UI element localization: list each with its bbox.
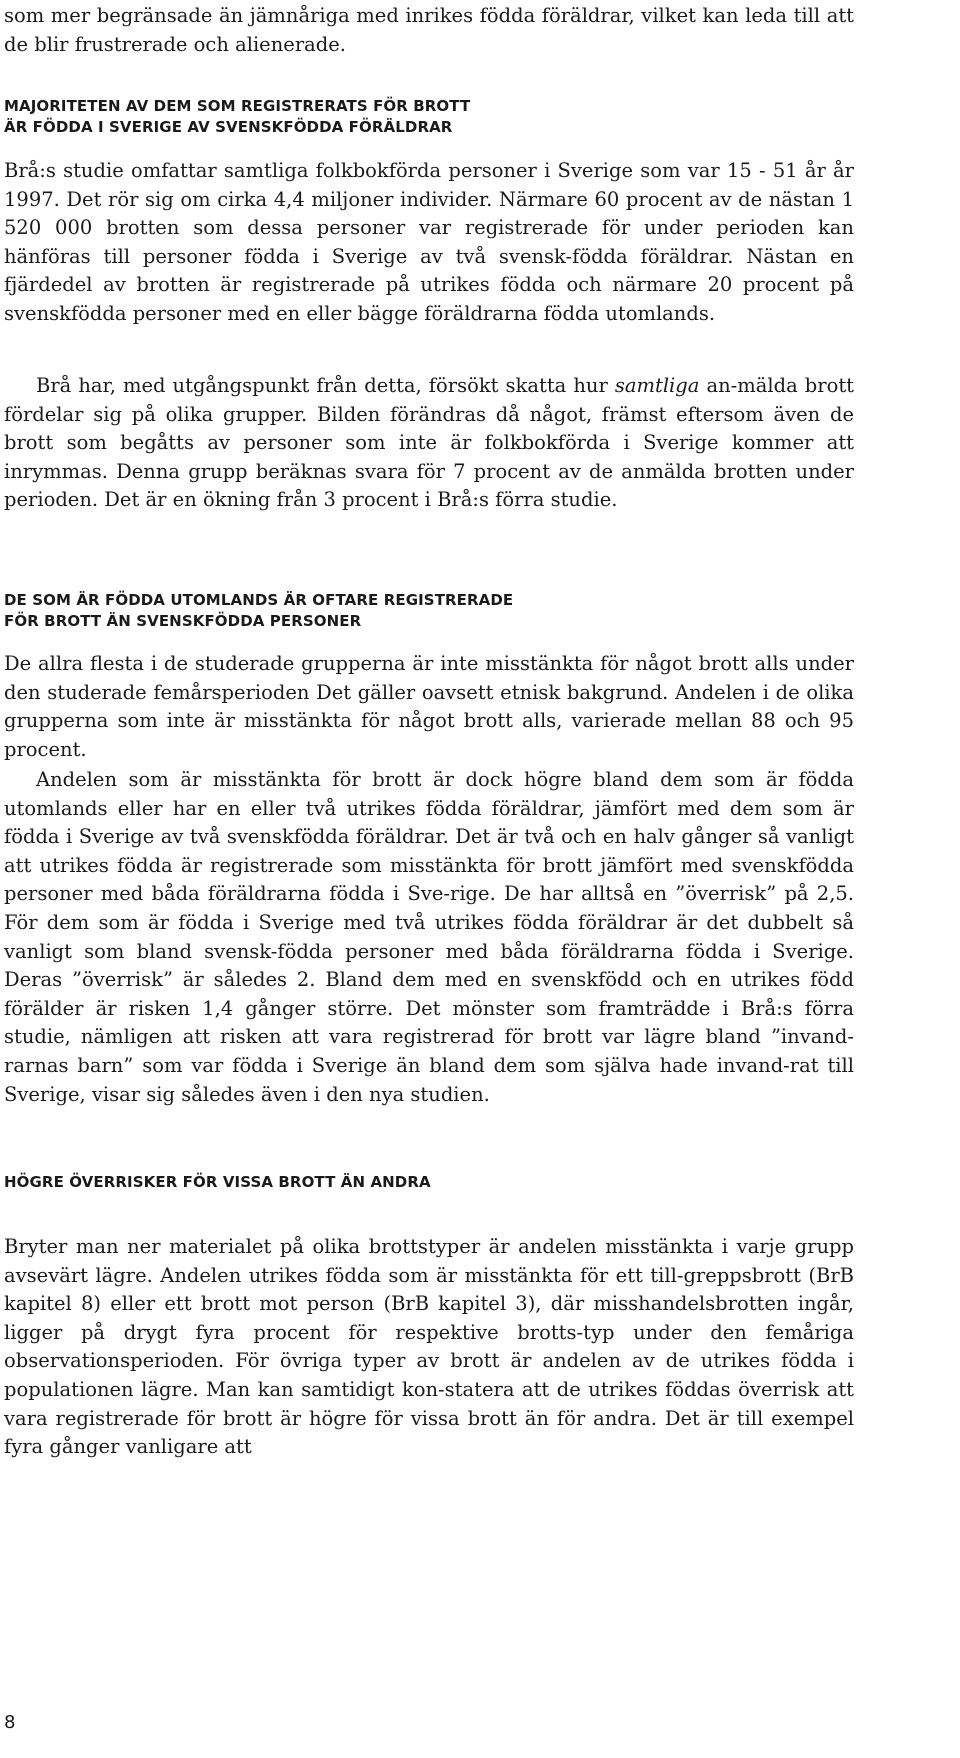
heading-line: HÖGRE ÖVERRISKER FÖR VISSA BROTT ÄN ANDRA (4, 1173, 431, 1191)
section-heading-foreign-born (4, 590, 854, 632)
paragraph-overrisk: Andelen som är misstänkta för brott är dock högre bland dem som är födda utomlands eller har en eller två utrikes födda föräldrar, jämfört med dem som är födda i Sverige av två svenskfödda föräldrar. Det är två och en halv gånger så vanligt att utrikes födda är registrerade som misstänkta för brott jämfört med svenskfödda personer med båda föräldrarna födda i Sve-rige. De har alltså en ”överrisk” på 2,5. För dem som är födda i Sverige med två utrikes födda föräldrar är det dubbelt så vanligt som bland svensk-födda personer med båda föräldrarna födda i Sverige. Deras ”överrisk” är således 2. Bland dem med en svenskfödd och en utrikes född förälder är risken 1,4 gånger större. Det mönster som framträdde i Brå:s förra studie, nämligen att risken att vara registrerad för brott var lägre bland ”invand-rarnas barn” som var födda i Sverige än bland dem som själva hade invand-rat till Sverige, visar sig således även i den nya studien. (4, 768, 854, 1106)
section-heading-majority (4, 96, 854, 138)
text-segment: an-mälda brott fördelar sig på olika grupper. Bilden förändras då något, främst eftersom även de brott som begåtts av personer som inte är folkbokförda i Sverige kommer att inrymmas. Denna grupp beräknas svara för 7 procent av de anmälda brotten under perioden. Det är en ökning från 3 procent i Brå:s förra studie. (4, 374, 854, 512)
text-segment: Brå har, med utgångspunkt från detta, försökt skatta hur (36, 374, 615, 397)
heading-line: ÄR FÖDDA I SVERIGE AV SVENSKFÖDDA FÖRÄLDRAR (4, 118, 453, 136)
section-heading-higher-overrisk (4, 1172, 854, 1193)
paragraph-intro-continuation: som mer begränsade än jämnåriga med inrikes födda föräldrar, vilket kan leda till att de blir frustrerade och alienerade. (4, 4, 854, 56)
heading-line: FÖR BROTT ÄN SVENSKFÖDDA PERSONER (4, 612, 362, 630)
paragraph-not-suspected: De allra flesta i de studerade grupperna är inte misstänkta för något brott alls under den studerade femårsperioden Det gäller oavsett etnisk bakgrund. Andelen i de olika grupperna som inte är misstänkta för något brott alls, varierade mellan 88 och 95 procent. (4, 652, 854, 761)
paragraph-crime-types: Bryter man ner materialet på olika brottstyper är andelen misstänkta i varje grupp avsevärt lägre. Andelen utrikes födda som är misstänkta för ett till-greppsbrott (BrB kapitel 8) eller ett brott mot person (BrB kapitel 3), där misshandelsbrotten ingår, ligger på drygt fyra procent för respektive brotts-typ under den femåriga observationsperioden. För övriga typer av brott är andelen av de utrikes födda i populationen lägre. Man kan samtidigt kon-statera att de utrikes föddas överrisk att vara registrerade för brott är högre för vissa brott än för andra. Det är till exempel fyra gånger vanligare att (4, 1235, 854, 1459)
page-number: 8 (4, 1712, 16, 1733)
emphasis-text: samtliga (614, 374, 700, 397)
paragraph-study-scope: Brå:s studie omfattar samtliga folkbokförda personer i Sverige som var 15 - 51 år år 1997. Det rör sig om cirka 4,4 miljoner individer. Närmare 60 procent av de nästan 1 520 000 brotten som dessa personer var registrerade för under perioden kan hänföras till personer födda i Sverige av två svensk-födda föräldrar. Nästan en fjärdedel av brotten är registrerade på utrikes födda och närmare 20 procent på svenskfödda personer med en eller bägge föräldrarna födda utomlands. (4, 159, 854, 325)
heading-line: DE SOM ÄR FÖDDA UTOMLANDS ÄR OFTARE REGISTRERADE (4, 591, 514, 609)
paragraph-all-reported-crimes (4, 372, 854, 515)
heading-line: MAJORITETEN AV DEM SOM REGISTRERATS FÖR BROTT (4, 97, 471, 115)
